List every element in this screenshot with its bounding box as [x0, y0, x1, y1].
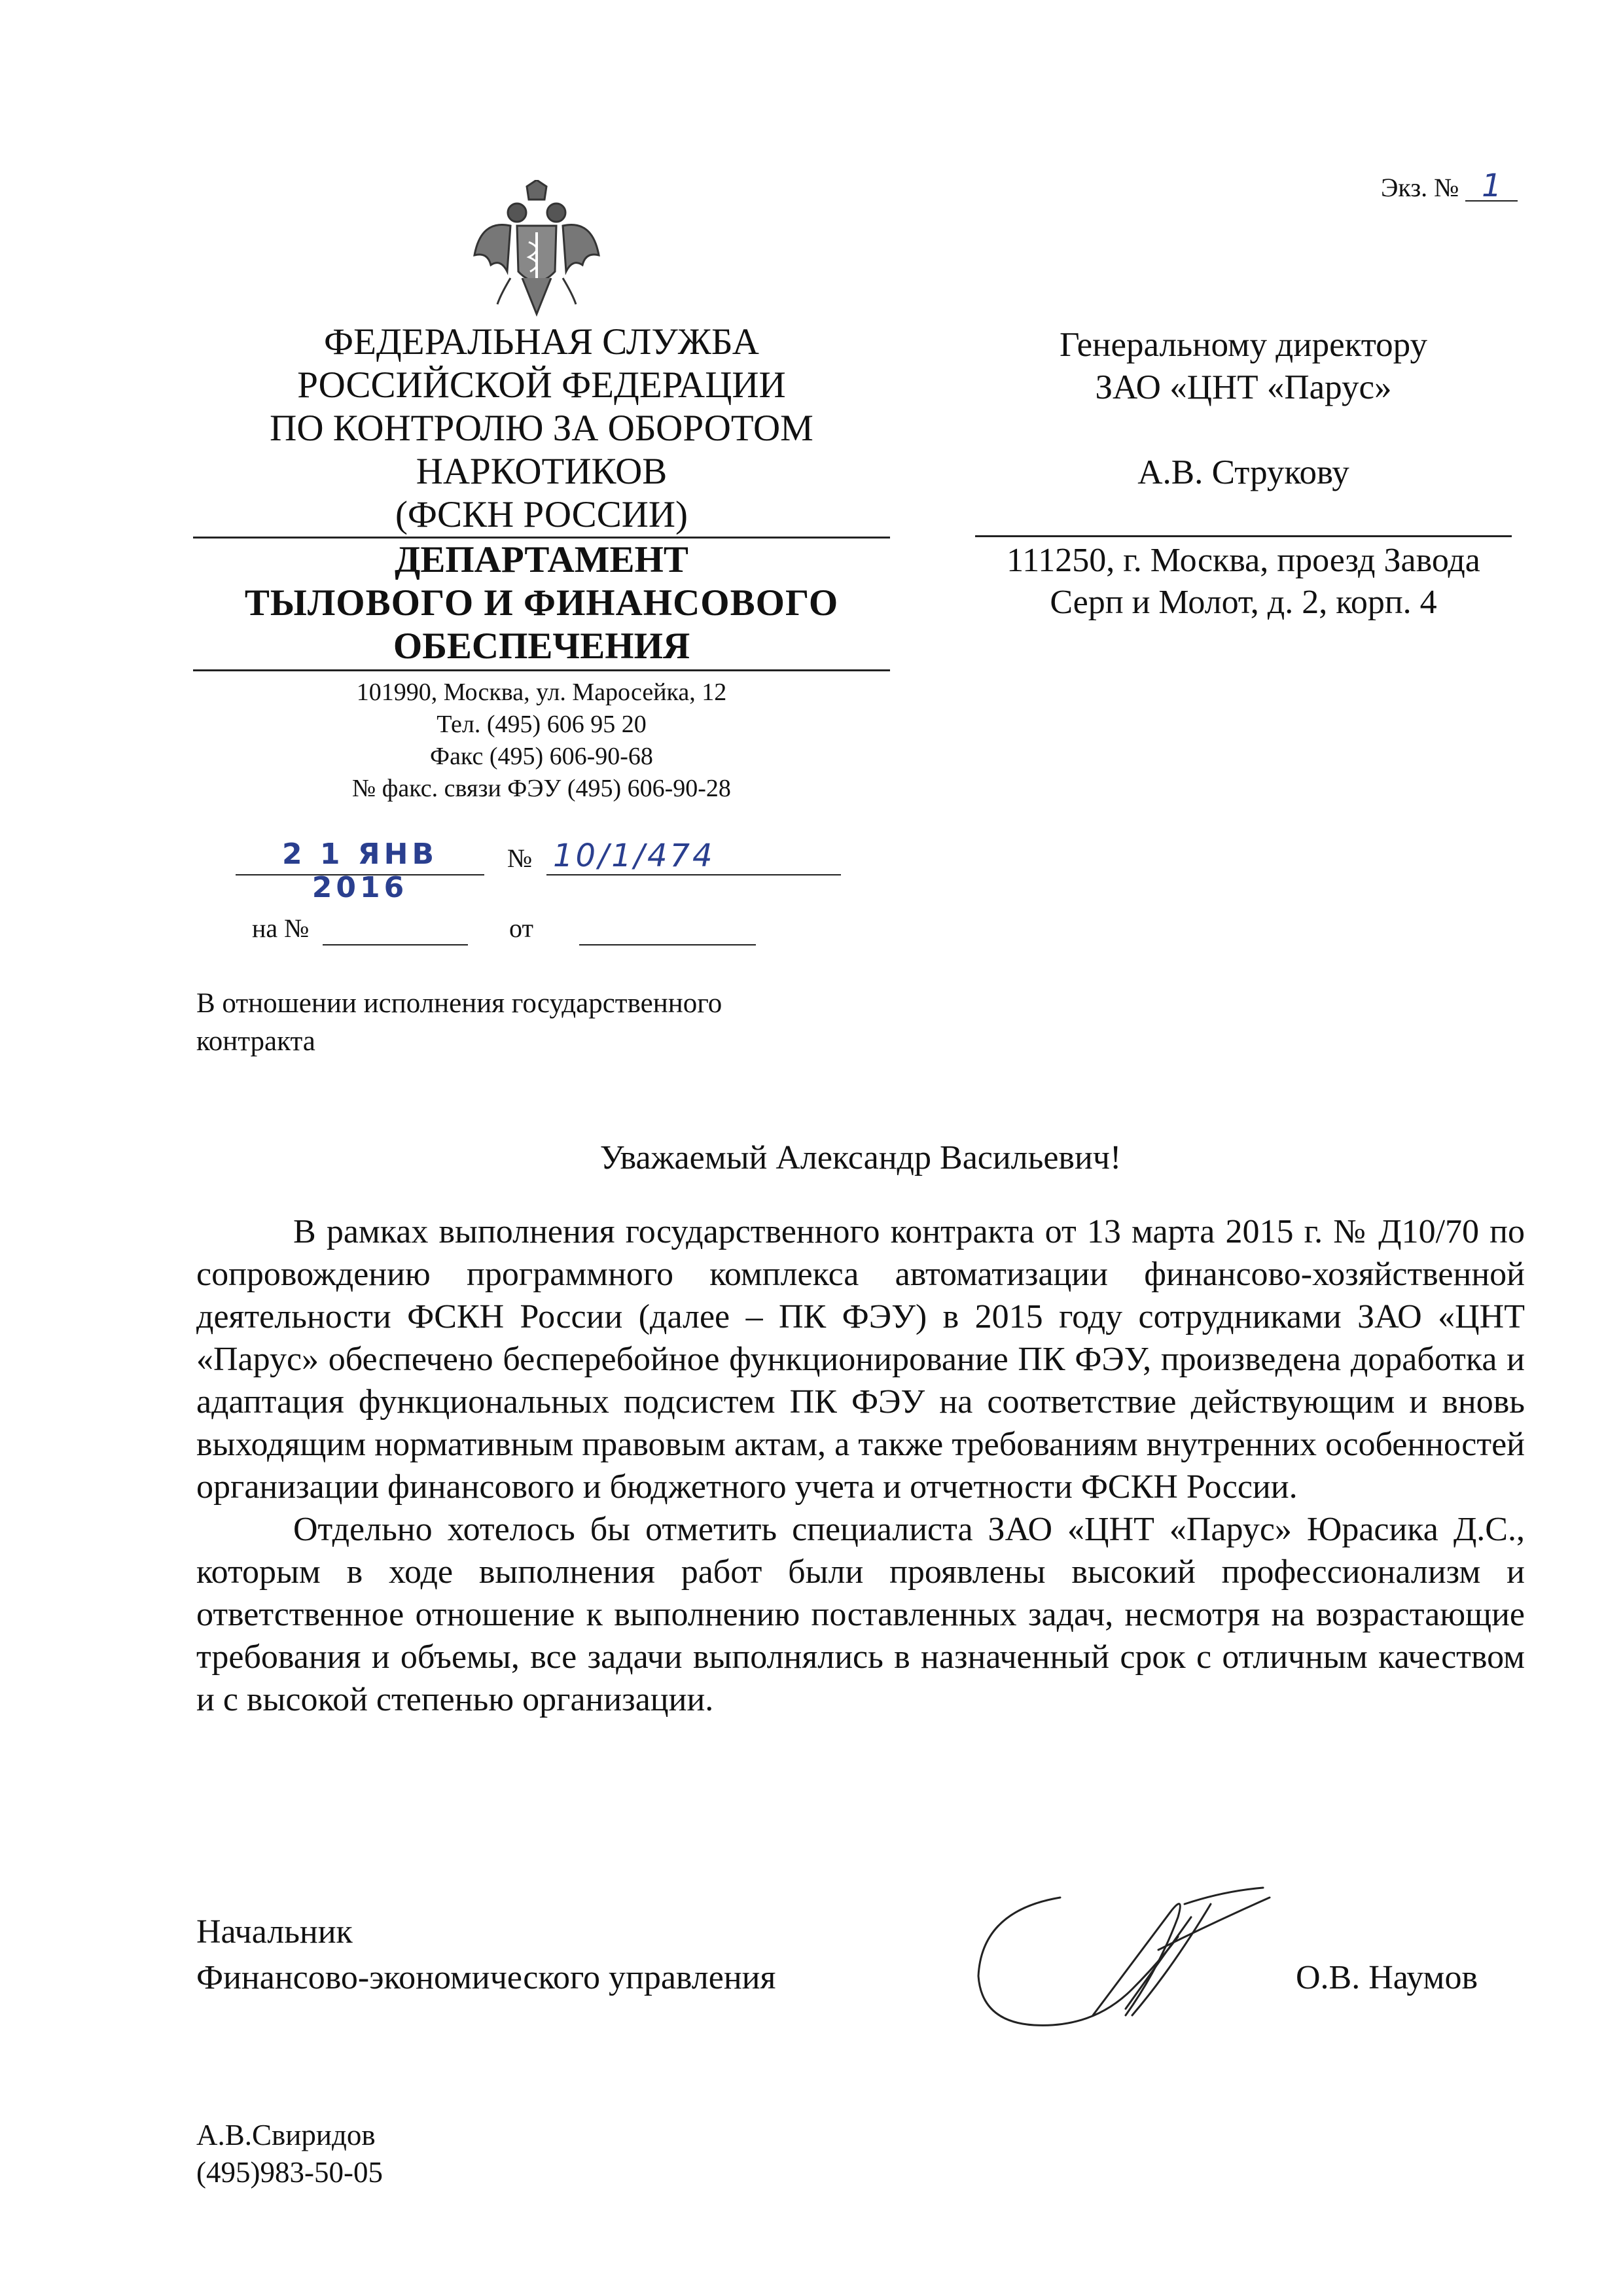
- copy-number-label: Экз. №: [1381, 173, 1459, 202]
- outgoing-number-label: №: [507, 843, 533, 873]
- addressee-address: [969, 540, 1518, 624]
- addressee-divider: [975, 535, 1512, 537]
- handwritten-signature: [962, 1865, 1302, 2061]
- reference-row: [252, 913, 841, 952]
- reference-date-label: от: [509, 913, 533, 943]
- subject-line: контракта: [196, 1026, 315, 1057]
- copy-number-value: 1: [1465, 171, 1518, 202]
- reference-number-blank: [323, 944, 468, 945]
- org-name-line: ПО КОНТРОЛЮ ЗА ОБОРОТОМ: [270, 408, 813, 449]
- sender-fax: Факс (495) 606-90-68: [430, 743, 653, 770]
- subject-line: В отношении исполнения государственного: [196, 988, 722, 1019]
- org-name-line: НАРКОТИКОВ: [416, 451, 668, 492]
- addressee-company: ЗАО «ЦНТ «Парус»: [1095, 368, 1392, 406]
- sender-phone: Тел. (495) 606 95 20: [437, 711, 647, 738]
- copy-number: [1381, 168, 1538, 204]
- department-line: ТЫЛОВОГО И ФИНАНСОВОГО: [244, 582, 839, 624]
- org-name-line: ФЕДЕРАЛЬНАЯ СЛУЖБА: [324, 321, 759, 362]
- sender-organization-block: [193, 321, 890, 805]
- signer-position: [196, 1909, 982, 2001]
- executor-info: [196, 2117, 589, 2191]
- addressee-position: Генеральному директору: [1060, 326, 1427, 364]
- address-line: 111250, г. Москва, проезд Завода: [1007, 542, 1480, 579]
- reference-number-label: на №: [252, 913, 310, 943]
- department-line: ДЕПАРТАМЕНТ: [395, 539, 688, 580]
- department-block: [193, 539, 890, 668]
- body-paragraph: Отдельно хотелось бы отметить специалиста ЗАО «ЦНТ «Парус» Юрасика Д.С., которым в ходе выполнения работ были проявлены высокий профессионализм и ответственное отношение к выполнению поставленных задач, несмотря на возрастающие требования и объемы, все задачи выполнялись в назначенный срок с отличным качеством и с высокой степенью организации.: [196, 1511, 1525, 1718]
- reference-date-blank: [579, 944, 756, 945]
- org-name-line: РОССИЙСКОЙ ФЕДЕРАЦИИ: [297, 364, 786, 406]
- org-name-line: (ФСКН РОССИИ): [395, 494, 688, 535]
- sender-contacts: [193, 677, 890, 805]
- executor-phone: (495)983-50-05: [196, 2156, 383, 2189]
- executor-name: А.В.Свиридов: [196, 2119, 376, 2151]
- header-divider: [193, 669, 890, 671]
- address-line: Серп и Молот, д. 2, корп. 4: [1050, 584, 1437, 621]
- sender-address: 101990, Москва, ул. Маросейка, 12: [356, 679, 727, 706]
- department-line: ОБЕСПЕЧЕНИЯ: [393, 626, 690, 667]
- letter-body: [196, 1210, 1525, 1721]
- double-headed-eagle-emblem-icon: [471, 180, 602, 321]
- signer-position-line: Начальник: [196, 1913, 353, 1951]
- outgoing-date-stamp: 2 1 ЯНВ 2016: [236, 838, 484, 875]
- signer-name: О.В. Наумов: [1296, 1959, 1478, 1996]
- body-paragraph: В рамках выполнения государственного контракта от 13 марта 2015 г. № Д10/70 по сопровождению программного комплекса автоматизации финансово-хозяйственной деятельности ФСКН России (далее – ПК ФЭУ) в 2015 году сотрудниками ЗАО «ЦНТ «Парус» обеспечено бесперебойное функционирование ПК ФЭУ, произведена доработка и адаптация функциональных подсистем ПК ФЭУ на соответствие действующим и вновь выходящим нормативным правовым актам, а также требованиям внутренних особенностей организации финансового и бюджетного учета и отчетности ФСКН России.: [196, 1213, 1525, 1506]
- salutation: Уважаемый Александр Васильевич!: [599, 1139, 1122, 1176]
- letter-subject: [196, 985, 883, 1061]
- addressee-block: [955, 324, 1531, 494]
- sender-fax-feu: № факс. связи ФЭУ (495) 606-90-28: [352, 775, 731, 802]
- outgoing-number: 10/1/474: [546, 838, 841, 875]
- signer-position-line: Финансово-экономического управления: [196, 1959, 776, 1996]
- outgoing-registration: [236, 838, 890, 904]
- addressee-name: А.В. Струкову: [1137, 453, 1349, 491]
